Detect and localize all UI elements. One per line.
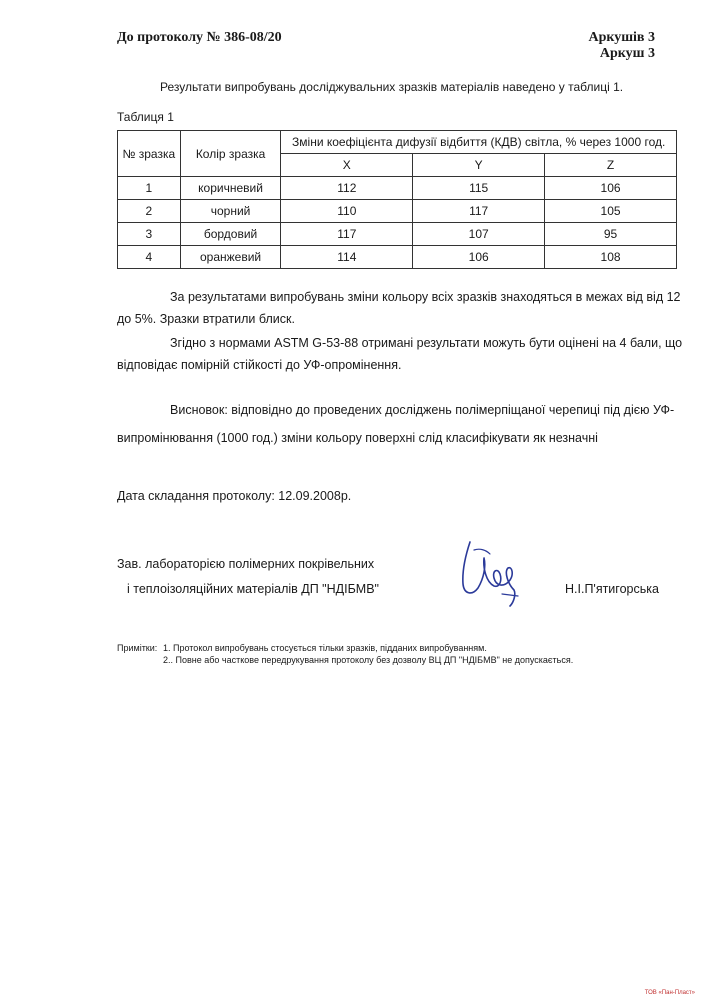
paragraph-2-line-1: Згідно з нормами ASTM G-53-88 отримані результати можуть бути оцінені на 4 бали, що — [170, 336, 683, 350]
cell-num: 1 — [118, 177, 181, 200]
protocol-number: До протоколу № 386-08/20 — [117, 30, 282, 45]
cell-z: 105 — [545, 200, 677, 223]
signatory-title-line-2: і теплоізоляційних матеріалів ДП "НДІБМВ" — [127, 582, 379, 596]
cell-z: 106 — [545, 177, 677, 200]
cell-y: 107 — [413, 223, 545, 246]
conclusion-line-1: Висновок: відповідно до проведених досліджень полімерпіщаної черепиці під дією УФ- — [170, 403, 675, 417]
table-row — [118, 177, 677, 200]
paragraph-1-line-1: За результатами випробувань зміни кольору всіх зразків знаходяться в межах від від 12 — [170, 290, 681, 304]
cell-y: 106 — [413, 246, 545, 269]
col-header-group: Зміни коефіцієнта дифузії відбиття (КДВ) світла, % через 1000 год. — [281, 131, 677, 154]
sheet-number: Аркуш 3 — [599, 46, 655, 61]
col-header-y: Y — [413, 154, 545, 177]
results-table — [117, 130, 677, 269]
sheets-total: Аркушів 3 — [588, 30, 655, 45]
cell-y: 117 — [413, 200, 545, 223]
cell-color: оранжевий — [180, 246, 281, 269]
protocol-date: Дата складання протоколу: 12.09.2008р. — [117, 489, 352, 503]
cell-x: 110 — [281, 200, 413, 223]
cell-z: 108 — [545, 246, 677, 269]
paragraph-2-line-2: відповідає помірній стійкості до УФ-опромінення. — [117, 358, 402, 372]
cell-num: 4 — [118, 246, 181, 269]
cell-x: 114 — [281, 246, 413, 269]
notes-label: Примітки: — [117, 643, 158, 653]
signatory-title-line-1: Зав. лабораторією полімерних покрівельних — [117, 557, 375, 571]
table-row — [118, 223, 677, 246]
table-header-row — [118, 131, 677, 154]
signature-image — [456, 536, 524, 610]
cell-x: 112 — [281, 177, 413, 200]
note-item-2: 2.. Повне або часткове передрукування протоколу без дозволу ВЦ ДП "НДІБМВ" не допускається. — [163, 655, 574, 665]
cell-x: 117 — [281, 223, 413, 246]
col-header-sample-number: № зразка — [118, 131, 181, 177]
cell-color: чорний — [180, 200, 281, 223]
table-row — [118, 246, 677, 269]
conclusion-line-2: випромінювання (1000 год.) зміни кольору поверхні слід класифікувати як незначні — [117, 431, 598, 445]
col-header-sample-color: Колір зразка — [180, 131, 281, 177]
col-header-z: Z — [545, 154, 677, 177]
col-header-x: X — [281, 154, 413, 177]
cell-color: бордовий — [180, 223, 281, 246]
intro-text: Результати випробувань досліджувальних зразків матеріалів наведено у таблиці 1. — [160, 80, 624, 94]
cell-color: коричневий — [180, 177, 281, 200]
company-watermark: ТОВ «Пан-Пласт» — [644, 990, 695, 996]
signatory-name: Н.І.П'ятигорська — [565, 582, 659, 596]
note-item-1: 1. Протокол випробувань стосується тільки зразків, підданих випробуванням. — [163, 643, 487, 653]
cell-z: 95 — [545, 223, 677, 246]
cell-y: 115 — [413, 177, 545, 200]
cell-num: 2 — [118, 200, 181, 223]
table-row — [118, 200, 677, 223]
paragraph-1-line-2: до 5%. Зразки втратили блиск. — [117, 312, 295, 326]
table-caption: Таблиця 1 — [117, 110, 174, 124]
cell-num: 3 — [118, 223, 181, 246]
